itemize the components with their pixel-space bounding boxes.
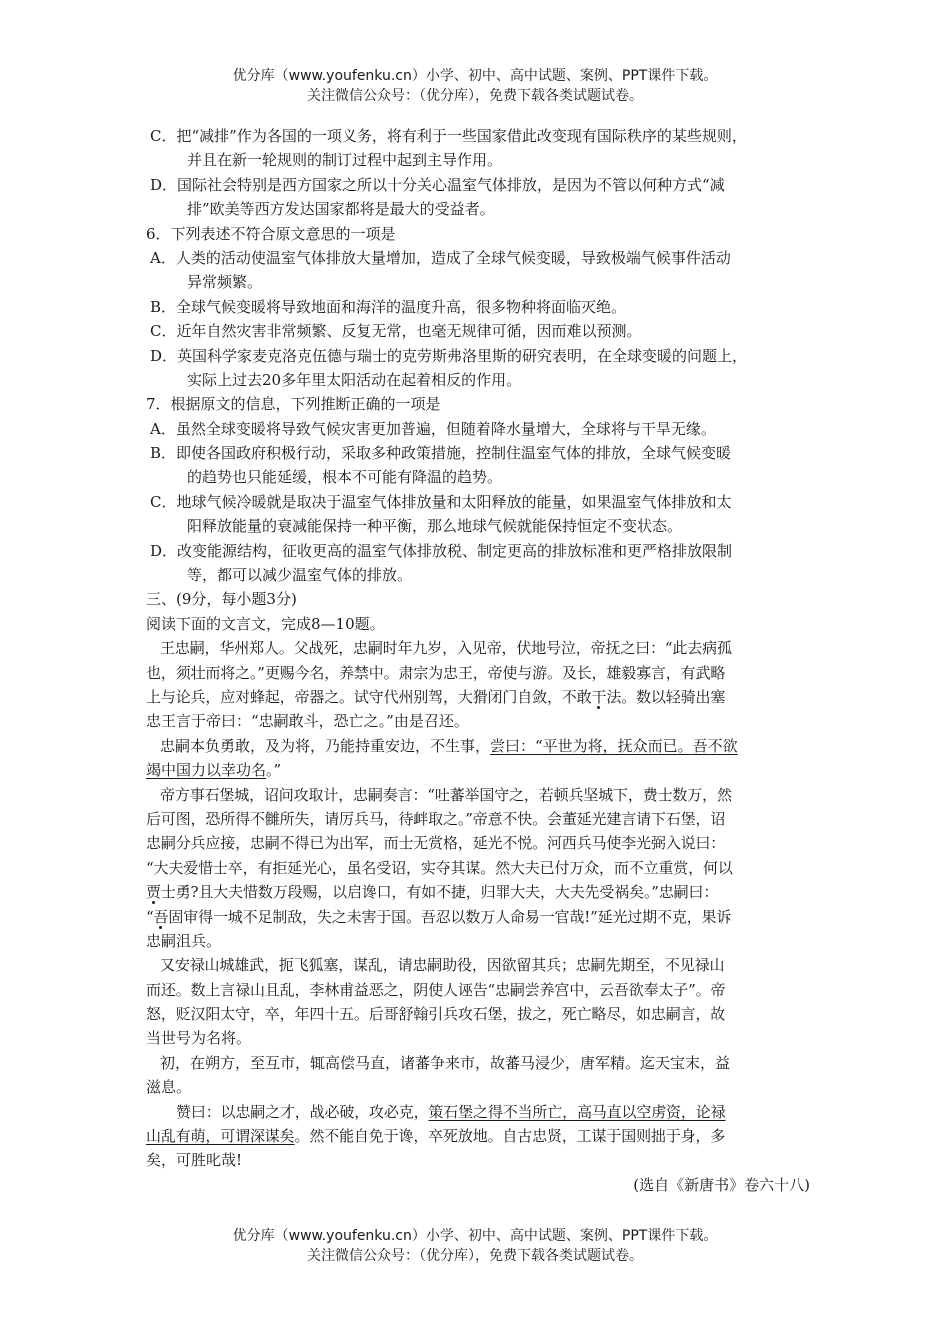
passage-p3-line-5-text: 士勇?且大夫惜数万段赐，以启谗口，有如不捷，归罪大夫，大夫先受祸矣。”忠嗣曰： [160, 883, 719, 902]
q7-option-b-line-1: B．即使各国政府积极行动，采取多种政策措施，控制住温室气体的排放，全球气候变暖 [150, 444, 732, 463]
q6-option-a-line-1: A．人类的活动使温室气体排放大量增加，造成了全球气候变暖，导致极端气候事件活动 [150, 248, 731, 267]
passage-p6-line-2-end: 。然不能自免于谗，卒死放地。自古忠贤，工谋于国则拙于身，多 [294, 1127, 726, 1146]
passage-p4-line-3: 怒，贬汉阳太守，卒，年四十五。后哥舒翰引兵攻石堡，拔之，死亡略尽，如忠嗣言，故 [146, 1005, 726, 1024]
section-3-intro: 阅读下面的文言文，完成8—10题。 [146, 614, 385, 633]
passage-p3-line-4: “大夫爱惜士卒，有拒延光心，虽名受诏，实夺其谋。然大夫已付万众，而不立重赏，何以 [146, 858, 733, 877]
footer-line-1: 优分库（www.youfenku.cn）小学、初中、高中试题、案例、PPT课件下载。 [232, 1228, 718, 1244]
underlined-sentence: 尝曰：“平世为将，抚众而已。吾不欲 [490, 736, 738, 755]
q6-option-c: C．近年自然灾害非常频繁、反复无常，也毫无规律可循，因而难以预测。 [150, 322, 642, 341]
q7-option-c-line-1: C．地球气候冷暖就是取决于温室气体排放量和太阳释放的能量，如果温室气体排放和太 [150, 492, 732, 511]
passage-p2-line-1 [146, 734, 812, 758]
q7-option-b-line-2: 的趋势也只能延缓，根本不可能有降温的趋势。 [187, 468, 503, 487]
q6-option-d-line-1: D．英国科学家麦克洛克伍德与瑞士的克劳斯弗洛里斯的研究表明，在全球变暖的问题上， [150, 346, 748, 365]
page-footer [0, 1226, 950, 1266]
q5-option-c-line-2: 并且在新一轮规则的制订过程中起到主导作用。 [187, 151, 503, 170]
q5-option-c-line-1: C．把“减排”作为各国的一项义务，将有利于一些国家借此改变现有国际秩序的某些规则， [150, 127, 747, 145]
passage-p5-line-2: 滋息。 [146, 1078, 192, 1097]
passage-p1-line-4: 忠王言于帝曰：“忠嗣敢斗，恐亡之。”由是召还。 [146, 712, 469, 731]
header-line-1: 优分库（www.youfenku.cn）小学、初中、高中试题、案例、PPT课件下载。 [232, 68, 718, 84]
passage-p3-line-7: 忠嗣沮兵。 [146, 931, 222, 950]
q6-option-d-line-2: 实际上过去20多年里太阳活动在起着相反的作用。 [187, 370, 522, 389]
passage-p2-line-2-end: 。” [266, 761, 282, 780]
q7-option-d-line-1: D．改变能源结构，征收更高的温室气体排放税、制定更高的排放标准和更严格排放限制 [150, 541, 733, 560]
passage-p3-line-5 [146, 880, 812, 904]
q6-option-a-line-2: 异常频繁。 [187, 273, 263, 292]
passage-p6-line-3: 矣，可胜叱哉! [146, 1151, 243, 1170]
passage-p2-line-2 [146, 758, 812, 782]
passage-p1-line-2: 也，须壮而将之。”更赐今名，养禁中。肃宗为忠王，帝使与游。及长，雄毅寡言，有武略 [146, 663, 726, 682]
passage-p2-line-1-text: 忠嗣本负勇敢，及为将，乃能持重安边，不生事， [160, 736, 491, 755]
emphasis-char: 干 [591, 687, 607, 706]
passage-p6-line-1-text: 赞曰：以忠嗣之才，战必破，攻必克， [176, 1102, 429, 1121]
passage-p3-line-1: 帝方事石堡城，诏问攻取计，忠嗣奏言：“吐蕃举国守之，若顿兵坚城下，费士数万，然 [160, 785, 732, 804]
header-line-2: 关注微信公众号：（优分库），免费下载各类试题试卷。 [307, 88, 643, 104]
underlined-sentence: 策石堡之得不当所亡，高马直以空虏资，论禄 [428, 1102, 726, 1121]
emphasis-char: 贾 [146, 883, 161, 902]
q7-option-a: A．虽然全球变暖将导致气候灾害更加普遍，但随着降水量增大，全球将与干旱无缘。 [150, 419, 716, 438]
q7-stem: 7．根据原文的信息，下列推断正确的一项是 [146, 395, 441, 414]
passage-p4-line-4: 当世号为名将。 [146, 1029, 252, 1048]
passage-p4-line-2: 而还。数上言禄山且乱，李林甫益恶之，阴使人诬告“忠嗣尝养宫中，云吾欲奉太子”。帝 [146, 980, 726, 999]
q5-option-d-line-1: D．国际社会特别是西方国家之所以十分关心温室气体排放，是因为不管以何种方式“减 [150, 175, 725, 194]
underlined-sentence-cont: 竭中国力以幸功名 [146, 761, 267, 780]
passage-p6-line-1 [146, 1100, 812, 1124]
underlined-sentence-cont: 山乱有萌，可谓深谋矣 [146, 1127, 295, 1146]
passage-p1-line-3-text: 上与论兵，应对蜂起，帝器之。试守代州别驾，大猾闭门自敛，不敢 [146, 687, 592, 706]
q5-option-d-line-2: 排”欧美等西方发达国家都将是最大的受益者。 [187, 200, 495, 219]
emphasis-char: 吾 [153, 907, 169, 926]
passage-p3-line-3: 忠嗣分兵应接，忠嗣不得已为出军，而士无赏格，延光不悦。河西兵马使李光弼入说曰： [146, 834, 726, 853]
page-header [0, 66, 950, 106]
passage-p5-line-1: 初，在朔方，至互市，辄高偿马直，诸蕃争来市，故蕃马浸少，唐军精。迄天宝末，益 [160, 1053, 731, 1072]
section-3-title: 三、(9分，每小题3分) [146, 590, 297, 609]
passage-p3-line-2: 后可图，恐所得不雠所失，请厉兵马，待衅取之。”帝意不快。会董延光建言请下石堡，诏 [146, 809, 726, 828]
open-quote: “ [146, 907, 154, 926]
passage-p1-line-1: 王忠嗣，华州郑人。父战死，忠嗣时年九岁，入见帝，伏地号泣，帝抚之曰：“此去病孤 [160, 639, 732, 658]
passage-p4-line-1: 又安禄山城雄武，扼飞狐塞，谋乱，请忠嗣助役，因欲留其兵；忠嗣先期至，不见禄山 [160, 956, 725, 975]
passage-p6-line-2 [146, 1124, 812, 1148]
q7-option-c-line-2: 阳释放能量的衰减能保持一种平衡，那么地球气候就能保持恒定不变状态。 [187, 517, 683, 536]
passage-source: (选自《新唐书》卷六十八) [633, 1175, 810, 1194]
document-body [146, 124, 812, 1197]
passage-p1-line-3 [146, 685, 812, 709]
q6-option-b: B．全球气候变暖将导致地面和海洋的温度升高，很多物种将面临灭绝。 [150, 297, 627, 316]
q7-option-d-line-2: 等，都可以减少温室气体的排放。 [187, 566, 413, 585]
q6-stem: 6．下列表述不符合原文意思的一项是 [146, 224, 396, 243]
footer-line-2: 关注微信公众号：（优分库），免费下载各类试题试卷。 [307, 1248, 643, 1264]
passage-p3-line-6 [146, 905, 812, 929]
passage-p3-line-6-text: 固审得一城不足制敌，失之未害于国。吾忍以数万人命易一官哉!”延光过期不克，果诉 [168, 907, 732, 926]
passage-p1-line-3-end: 法。数以轻骑出塞 [606, 687, 726, 706]
